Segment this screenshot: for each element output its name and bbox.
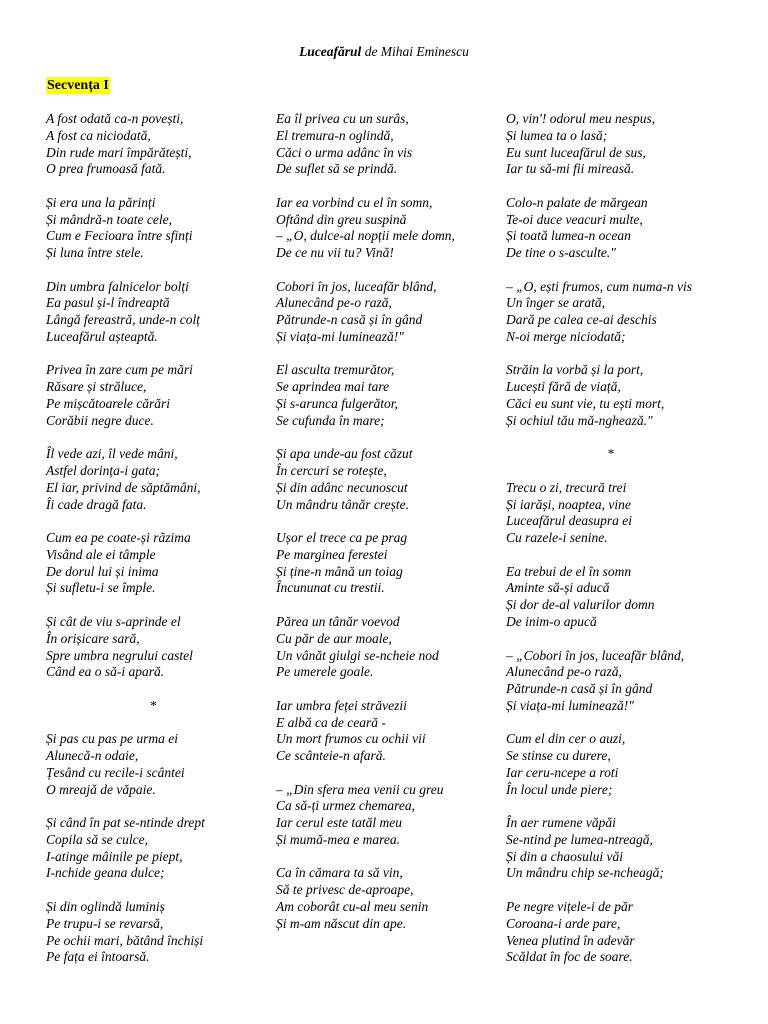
poem-column-1 [46, 111, 261, 983]
stanza [506, 279, 731, 346]
verse-line: Din rude mari împărătești, [46, 144, 192, 160]
verse-line: Încununat cu trestii. [276, 580, 385, 596]
stanza [276, 614, 491, 681]
stanza [46, 815, 261, 882]
verse-line: Te-oi duce veacuri multe, [506, 211, 643, 227]
verse-line: Îi cade dragă fata. [46, 496, 147, 512]
stanza [506, 815, 731, 882]
verse-line: Un vânăt giulgi se-ncheie nod [276, 647, 439, 663]
verse-line: Iar tu să-mi fii mireasă. [506, 161, 635, 177]
verse-line: Și mumă-mea e marea. [276, 831, 400, 847]
verse-line: Și ochiul tău mă-nghează." [506, 412, 653, 428]
stanza [276, 362, 491, 429]
verse-line: Ea pasul și-l îndreaptă [46, 295, 170, 311]
stanza [506, 111, 731, 178]
verse-line: Alunecând pe-o rază, [506, 664, 622, 680]
verse-line: Corăbii negre duce. [46, 412, 154, 428]
verse-line: Se cufunda în mare; [276, 412, 385, 428]
stanza [506, 195, 731, 262]
section-heading: Secvența I [47, 78, 109, 93]
verse-line: Căci o urma adânc în vis [276, 144, 413, 160]
stanza [46, 899, 261, 966]
stanza [276, 698, 491, 765]
verse-line: O prea frumoasă fată. [46, 161, 166, 177]
verse-line: – „Cobori în jos, luceafăr blând, [506, 647, 685, 663]
verse-line: N-oi merge niciodată; [506, 328, 626, 344]
verse-line: Se-ntind pe lumea-ntreagă, [506, 831, 653, 847]
verse-line: Pe mișcătoarele cărări [46, 396, 170, 412]
verse-line: Un mort frumos cu ochii vii [276, 731, 426, 747]
stanza [506, 362, 731, 429]
verse-line: O mreajă de văpaie. [46, 781, 156, 797]
verse-line: Străin la vorbă și la port, [506, 362, 644, 378]
verse-line: – „O, dulce-al nopții mele domn, [276, 228, 455, 244]
verse-line: Căci eu sunt vie, tu ești mort, [506, 396, 665, 412]
verse-line: Ea trebui de el în somn [506, 563, 632, 579]
verse-line: Ea îl privea cu un surâs, [276, 111, 409, 126]
verse-line: E albă ca de ceară - [276, 714, 386, 730]
verse-line: Și din a chaosului văi [506, 848, 623, 864]
stanza [506, 648, 731, 715]
verse-line: Pătrunde-n casă și în gând [506, 681, 653, 697]
verse-line: Un mândru chip se-ncheagă; [506, 865, 664, 881]
verse-line: Și apa unde-au fost căzut [276, 446, 413, 462]
verse-line: Cum e Fecioara între sfinți [46, 228, 193, 244]
verse-line: Alunecând pe-o rază, [276, 295, 392, 311]
verse-line: Coroana-i arde pare, [506, 915, 621, 931]
verse-line: A fost odată ca-n povești, [46, 111, 184, 126]
verse-line: Se aprindea mai tare [276, 379, 390, 395]
verse-line: Țesând cu recile-i scântei [46, 764, 185, 780]
stanza [276, 865, 491, 932]
verse-line: Am coborât cu-al meu senin [276, 898, 429, 914]
stanza [506, 480, 731, 547]
verse-line: De suflet să se prindă. [276, 161, 398, 177]
verse-line: Ca să-ți urmez chemarea, [276, 798, 415, 814]
stanza-separator: * [607, 446, 615, 462]
verse-line: Și pas cu pas pe urma ei [46, 731, 178, 747]
verse-line: Pătrunde-n casă și în gând [276, 312, 423, 328]
verse-line: În orișicare sară, [46, 630, 140, 646]
verse-line: În locul unde piere; [506, 781, 613, 797]
stanza [276, 195, 491, 262]
stanza [46, 111, 261, 178]
verse-line: Și când în pat se-ntinde drept [46, 815, 205, 831]
stanza [46, 279, 261, 346]
verse-line: Alunecă-n odaie, [46, 748, 139, 764]
verse-line: Și m-am născut din ape. [276, 915, 407, 931]
verse-line: Și s-arunca fulgerător, [276, 396, 398, 412]
verse-line: Lucești fără de viață, [506, 379, 621, 395]
verse-line: În cercuri se rotește, [276, 463, 387, 479]
verse-line: Cu păr de aur moale, [276, 630, 392, 646]
verse-line: Scăldat în foc de soare. [506, 949, 633, 965]
verse-line: Pe marginea ferestei [276, 546, 388, 562]
verse-line: Cu razele-i senine. [506, 530, 608, 546]
verse-line: De dorul lui și inima [46, 563, 159, 579]
verse-line: Și viața-mi luminează!" [276, 328, 404, 344]
verse-line: Un înger se arată, [506, 295, 605, 311]
verse-line: El iar, privind de săptămâni, [46, 479, 201, 495]
verse-line: O, vin'! odorul meu nespus, [506, 111, 656, 126]
stanza [46, 195, 261, 262]
stanza [276, 279, 491, 346]
verse-line: Ușor el trece ca pe prag [276, 530, 408, 546]
stanza [276, 782, 491, 849]
verse-line: Pe umerele goale. [276, 664, 374, 680]
verse-line: Cum el din cer o auzi, [506, 731, 626, 747]
verse-line: Cum ea pe coate-și rãzima [46, 530, 191, 546]
poem-column-3 [506, 111, 731, 983]
verse-line: Și viața-mi luminează!" [506, 697, 634, 713]
verse-line: Din umbra falnicelor bolți [46, 278, 189, 294]
verse-line: Îl vede azi, îl vede mâni, [46, 446, 178, 462]
poem-column-2 [276, 111, 491, 949]
verse-line: Și dor de-al valurilor domn [506, 597, 655, 613]
verse-line: Astfel dorința-i gata; [46, 463, 160, 479]
verse-line: Pe fața ei întoarsă. [46, 949, 150, 965]
stanza [46, 446, 261, 513]
verse-line: I-atinge mâinile pe piept, [46, 848, 183, 864]
stanza [46, 731, 261, 798]
document-title [0, 44, 768, 60]
verse-line: Iar umbra feței străvezii [276, 697, 407, 713]
verse-line: Și sufletu-i se împle. [46, 580, 156, 596]
verse-line: Un mândru tânăr crește. [276, 496, 409, 512]
stanza [46, 530, 261, 597]
verse-line: Ca în cămara ta să vin, [276, 865, 403, 881]
verse-line: Și ține-n mână un toiag [276, 563, 403, 579]
verse-line: Să te privesc de-aproape, [276, 882, 414, 898]
stanza [46, 362, 261, 429]
verse-line: Și din adânc necunoscut [276, 479, 408, 495]
verse-line: Pe ochii mari, bătând închiși [46, 932, 204, 948]
verse-line: Părea un tânăr voevod [276, 613, 400, 629]
verse-line: Iar ceru-ncepe a roti [506, 764, 619, 780]
verse-line: Când ea o să-i apară. [46, 664, 165, 680]
verse-line: Pe negre vițele-i de păr [506, 898, 633, 914]
verse-line: Pe trupu-i se revarsă, [46, 915, 164, 931]
verse-line: Și era una la părinți [46, 194, 156, 210]
verse-line: Dară pe calea ce-ai deschis [506, 312, 657, 328]
verse-line: Luceafărul așteaptă. [46, 328, 158, 344]
verse-line: Iar cerul este tatăl meu [276, 815, 402, 831]
verse-line: Visând ale ei tâmple [46, 546, 156, 562]
stanza [46, 614, 261, 681]
verse-line: Și mândră-n toate cele, [46, 211, 172, 227]
stanza [276, 111, 491, 178]
verse-line: A fost ca niciodată, [46, 127, 151, 143]
verse-line: Lângă fereastră, unde-n colț [46, 312, 200, 328]
verse-line: Cobori în jos, luceafăr blând, [276, 278, 437, 294]
poem-title: Luceafărul [299, 44, 362, 59]
verse-line: I-nchide geana dulce; [46, 865, 165, 881]
verse-line: Luceafărul deasupra ei [506, 513, 632, 529]
verse-line: Trecu o zi, trecură trei [506, 479, 627, 495]
stanza [506, 899, 731, 966]
verse-line: Privea în zare cum pe mări [46, 362, 193, 378]
verse-line: Răsare și străluce, [46, 379, 147, 395]
verse-line: Și iarăși, noaptea, vine [506, 496, 631, 512]
stanza-separator: * [150, 697, 157, 713]
author-byline: de Mihai Eminescu [361, 44, 469, 59]
stanza [506, 731, 731, 798]
verse-line: Și luna între stele. [46, 245, 144, 261]
verse-line: Ce scânteie-n afară. [276, 748, 386, 764]
verse-line: – „Din sfera mea venii cu greu [276, 781, 444, 797]
verse-line: Aminte să-și aducă [506, 580, 610, 596]
verse-line: Oftând din greu suspină [276, 211, 407, 227]
verse-line: Și lumea ta o lasă; [506, 127, 608, 143]
verse-line: Venea plutind în adevăr [506, 932, 635, 948]
verse-line: De tine o s-asculte." [506, 245, 616, 261]
verse-line: Și toată lumea-n ocean [506, 228, 631, 244]
stanza [276, 530, 491, 597]
verse-line: – „O, ești frumos, cum numa-n vis [506, 278, 692, 294]
verse-line: Copila să se culce, [46, 831, 148, 847]
verse-line: Spre umbra negrului castel [46, 647, 193, 663]
verse-line: În aer rumene văpăi [506, 815, 616, 831]
verse-line: El asculta tremurător, [276, 362, 395, 378]
verse-line: Și cât de viu s-aprinde el [46, 613, 181, 629]
verse-line: De ce nu vii tu? Vină! [276, 245, 394, 261]
verse-line: Și din oglindă luminiș [46, 898, 165, 914]
verse-line: El tremura-n oglindă, [276, 127, 394, 143]
verse-line: Colo-n palate de mărgean [506, 194, 648, 210]
stanza [506, 564, 731, 631]
verse-line: Iar ea vorbind cu el în somn, [276, 194, 433, 210]
stanza [276, 446, 491, 513]
verse-line: Eu sunt luceafărul de sus, [506, 144, 646, 160]
verse-line: Se stinse cu durere, [506, 748, 611, 764]
verse-line: De inim-o apucă [506, 613, 597, 629]
